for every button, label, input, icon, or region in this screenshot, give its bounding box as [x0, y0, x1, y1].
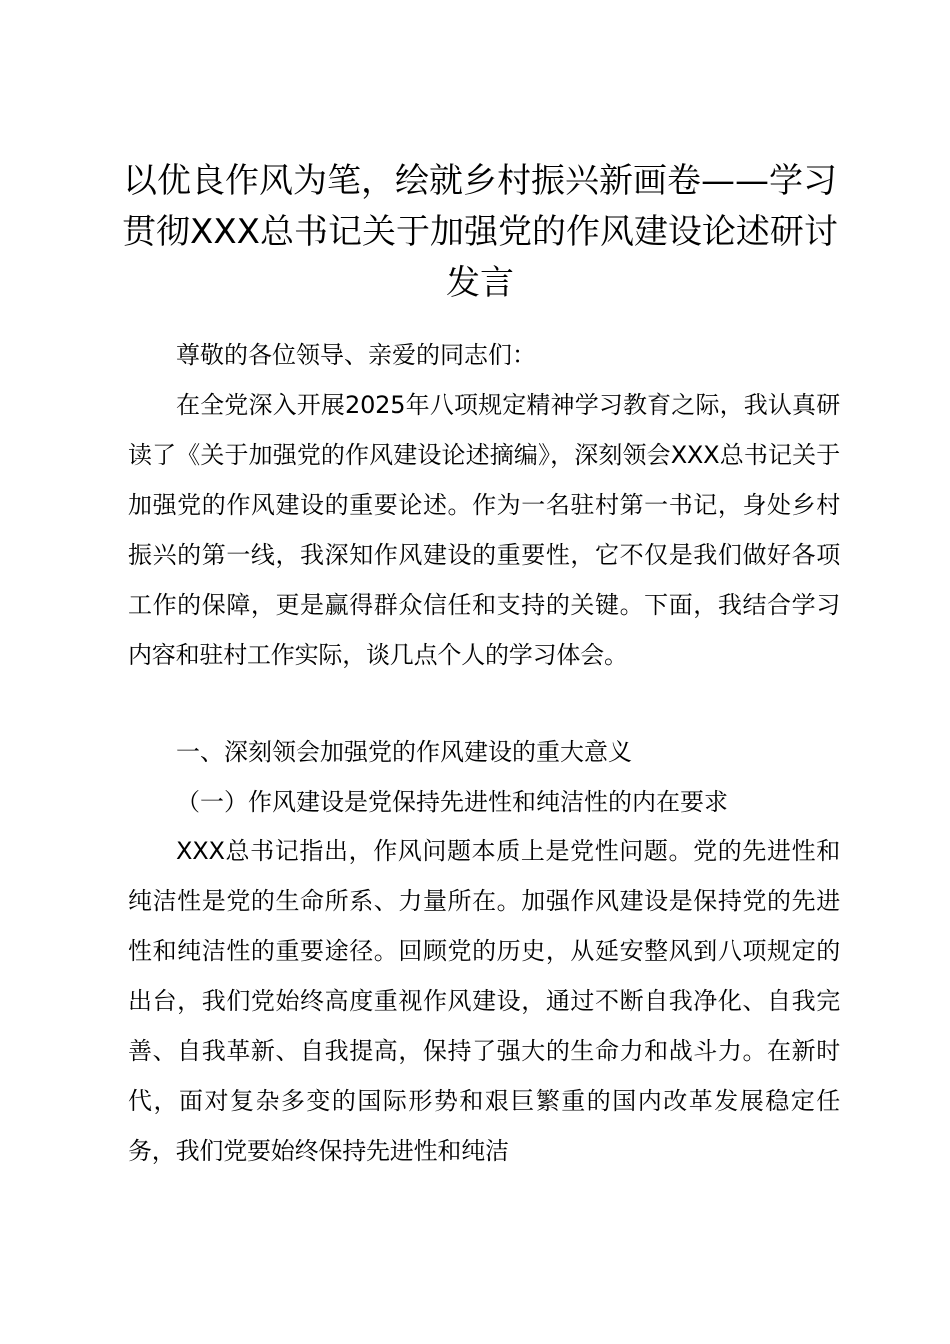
intro-paragraph: 在全党深入开展2025年八项规定精神学习教育之际，我认真研读了《关于加强党的作风建设论述摘编》，深刻领会XXX总书记关于加强党的作风建设的重要论述。作为一名驻村第一书记，身处乡村振兴的第一线，我深知作风建设的重要性，它不仅是我们做好各项工作的保障，更是赢得群众信任和支持的关键。下面，我结合学习内容和驻村工作实际，谈几点个人的学习体会。 [128, 391, 840, 669]
body-paragraph: XXX总书记指出，作风问题本质上是党性问题。党的先进性和纯洁性是党的生命所系、力量所在。加强作风建设是保持党的先进性和纯洁性的重要途径。回顾党的历史，从延安整风到八项规定的出台，我们党始终高度重视作风建设，通过不断自我净化、自我完善、自我革新、自我提高，保持了强大的生命力和战斗力。在新时代，面对复杂多变的国际形势和艰巨繁重的国内改革发展稳定任务，我们党要始终保持先进性和纯洁 [128, 837, 840, 1165]
document-title: 以优良作风为笔，绘就乡村振兴新画卷——学习贯彻XXX总书记关于加强党的作风建设论述研讨发言 [122, 161, 838, 303]
subsection-heading: （一）作风建设是党保持先进性和纯洁性的内在要求 [176, 788, 728, 816]
section-heading: 一、深刻领会加强党的作风建设的重大意义 [176, 738, 632, 766]
greeting-line: 尊敬的各位领导、亲爱的同志们： [176, 341, 536, 369]
